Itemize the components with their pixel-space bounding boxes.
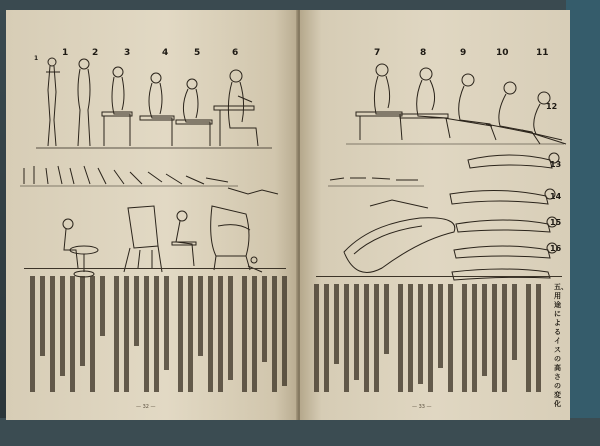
figure-seated-6 [214, 70, 258, 146]
figure-standing-1 [46, 58, 60, 146]
posture-strip [20, 166, 238, 186]
left-figure-number-row [6, 10, 298, 70]
right-text-texture [310, 282, 550, 394]
left-page [6, 10, 298, 420]
svg-text:1: 1 [34, 55, 39, 62]
lounge-sketch [228, 188, 278, 272]
right-figure-number-row [300, 10, 570, 290]
figure-seated-3 [102, 67, 132, 146]
side-chair-illustration [124, 206, 162, 272]
figure-number-6: 6 [232, 48, 239, 58]
right-page-number: — 33 — [412, 404, 432, 410]
right-page [300, 10, 570, 420]
figure-number-3: 3 [124, 48, 131, 58]
figure-number-4: 4 [162, 48, 169, 58]
leaning-figure [172, 211, 196, 266]
left-body-text [26, 274, 288, 394]
book-cover-edge [566, 0, 600, 446]
right-figure-divider [316, 276, 562, 277]
figure-seated-5 [176, 79, 212, 146]
figure-number-5: 5 [194, 48, 201, 58]
figure-number-10: 10 [496, 48, 509, 58]
figure-number-12: 12 [546, 102, 558, 111]
book-cover-bottom [0, 418, 600, 446]
left-page-number: — 32 — [136, 404, 156, 410]
section-heading: 五、用途によるイスの高さの変化 [554, 282, 568, 408]
figure-number-15: 15 [550, 218, 562, 227]
figure-number-1: 1 [62, 48, 69, 58]
figure-divider [24, 268, 286, 269]
figure-number-13: 13 [550, 160, 562, 169]
armchair-illustration [211, 206, 250, 270]
figure-number-16: 16 [550, 244, 562, 253]
right-body-text [310, 282, 550, 394]
figure-number-7: 7 [374, 48, 381, 58]
figure-standing-2 [78, 59, 90, 146]
figure-number-14: 14 [550, 192, 562, 201]
figure-number-11: 11 [536, 48, 549, 58]
figure-number-9: 9 [460, 48, 467, 58]
figure-seated-4 [140, 73, 174, 146]
left-text-texture [26, 274, 288, 394]
figure-number-8: 8 [420, 48, 427, 58]
figure-number-2: 2 [92, 48, 99, 58]
